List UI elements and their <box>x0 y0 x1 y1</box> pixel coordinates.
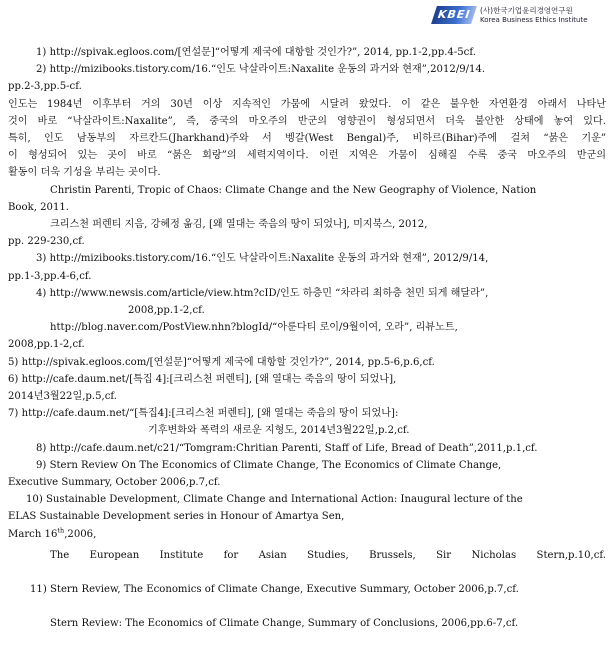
footnote-9: 9) Stern Review On The Economics of Climate Change, The Economics of Climate Change, <box>36 459 502 471</box>
paragraph-line: 활동이 더욱 기성을 부리는 곳이다. <box>8 167 161 179</box>
footnotes-body <box>8 44 606 633</box>
footnote-6-cont: 2014년3월22일,p.5,cf. <box>8 391 117 403</box>
footnote-4-blog-cont: 2008,pp.1-2,cf. <box>8 339 85 351</box>
footnote-7: 7) http://cafe.daum.net/“[특집4]:[크리스천 퍼렌티], [왜 열대는 죽음의 땅이 되었나]: <box>8 408 399 420</box>
footnote-2: 2) http://mizibooks.tistory.com/16.“인도 낙살라이트:Naxalite 운동의 과거와 현재”,2012/9/14. <box>36 64 486 76</box>
footnote-7-cont: 기후변화와 폭력의 새로운 지형도, 2014년3월22일,p.2,cf. <box>148 425 410 437</box>
footnote-11: 11) Stern Review, The Economics of Climate Change, Executive Summary, October 2006,p.7,cf. <box>30 584 519 596</box>
footnote-6: 6) http://cafe.daum.net/[특집 4]:[크리스천 퍼렌티], [왜 열대는 죽음의 땅이 되었나], <box>8 373 397 385</box>
footnote-4-blog: http://blog.naver.com/PostView.nhn?blogId/“아룬다티 로이/9월이여, 오라”, 리뷰노트, <box>50 322 458 334</box>
footnote-4-cont: 2008,pp.1-2,cf. <box>128 305 205 317</box>
date-text: March 16 <box>8 528 58 540</box>
reference-parenti-english: Christin Parenti, Tropic of Chaos: Climate Change and the New Geography of Violence, Nation <box>50 184 537 196</box>
footnote-10: 10) Sustainable Development, Climate Change and International Action: Inaugural lecture of the <box>26 494 523 506</box>
date-superscript: th <box>57 526 65 535</box>
footnote-9-cont: Executive Summary, October 2006,p.7,cf. <box>8 477 221 489</box>
footnote-3: 3) http://mizibooks.tistory.com/16.“인도 낙살라이트:Naxalite 운동의 과거와 현재”, 2012/9/14, <box>36 253 489 265</box>
reference-parenti-english-cont: Book, 2011. <box>8 201 70 213</box>
reference-parenti-korean-cont: pp. 229-230,cf. <box>8 236 85 248</box>
date-tail: ,2006, <box>64 528 97 540</box>
paragraph-line: 것이 바로 “낙살라이트:Naxalite”, 즉, 중국의 마오주의 반군의 영향권이 형성되면서 더욱 불안한 상태에 놓여 있다. <box>8 115 606 127</box>
footnote-11-conclusions: Stern Review: The Economics of Climate Change, Summary of Conclusions, 2006,pp.6-7,cf. <box>50 618 519 630</box>
paragraph-line: 인도는 1984년 이후부터 거의 30년 이상 지속적인 가뭄에 시달려 왔었다. 이 같은 불우한 자연환경 아래서 나타난 <box>8 98 606 110</box>
footnote-5: 5) http://spivak.egloos.com/[연설문]“어떻게 제국에 대항할 것인가?”, 2014, pp.5-6,p.6,cf. <box>8 356 435 368</box>
kbei-logo <box>434 4 604 28</box>
footnote-4: 4) http://www.newsis.com/article/view.htm?cID/인도 하층민 “차라리 최하층 천민 되게 해달라”, <box>36 287 489 299</box>
logo-korean-name: (사)한국기업윤리경영연구원 <box>480 6 573 15</box>
spacer <box>8 598 606 615</box>
paragraph-line: 이 형성되어 있는 곳이 바로 “붉은 회랑”의 세력지역이다. 이런 지역은 가뭄이 심해질 수록 중국 마오주의 반군의 <box>8 150 606 162</box>
paragraph-line: 특히, 인도 남동부의 자르칸드(Jharkhand)주와 서 벵갈(West Bengal)주, 비하르(Bihar)주에 걸쳐 “붉은 기운” <box>8 133 606 145</box>
reference-parenti-korean: 크리스천 퍼렌티 지음, 강혜정 옮김, [왜 열대는 죽음의 땅이 되었나], 미지북스, 2012, <box>50 219 428 231</box>
footnote-10-cont: ELAS Sustainable Development series in Honour of Amartya Sen, <box>8 511 345 523</box>
footnote-10-date <box>8 526 606 543</box>
logo-mark: KBEI <box>431 6 477 24</box>
logo-english-name: Korea Business Ethics Institute <box>480 16 588 24</box>
spacer <box>8 564 606 581</box>
footnote-10-source: The European Institute for Asian Studies, Brussels, Sir Nicholas Stern,p.10,cf. <box>50 549 606 561</box>
footnote-2-pages: pp.2-3,pp.5-cf. <box>8 81 82 93</box>
footnote-1: 1) http://spivak.egloos.com/[연설문]“어떻게 제국에 대항할 것인가?”, 2014, pp.1-2,pp.4-5cf. <box>36 47 476 58</box>
footnote-3-cont: pp.1-3,pp.4-6,cf. <box>8 270 92 282</box>
footnote-8: 8) http://cafe.daum.net/c21/“Tomgram:Chritian Parenti, Staff of Life, Bread of Death”,2011,p.1,cf. <box>36 442 538 454</box>
